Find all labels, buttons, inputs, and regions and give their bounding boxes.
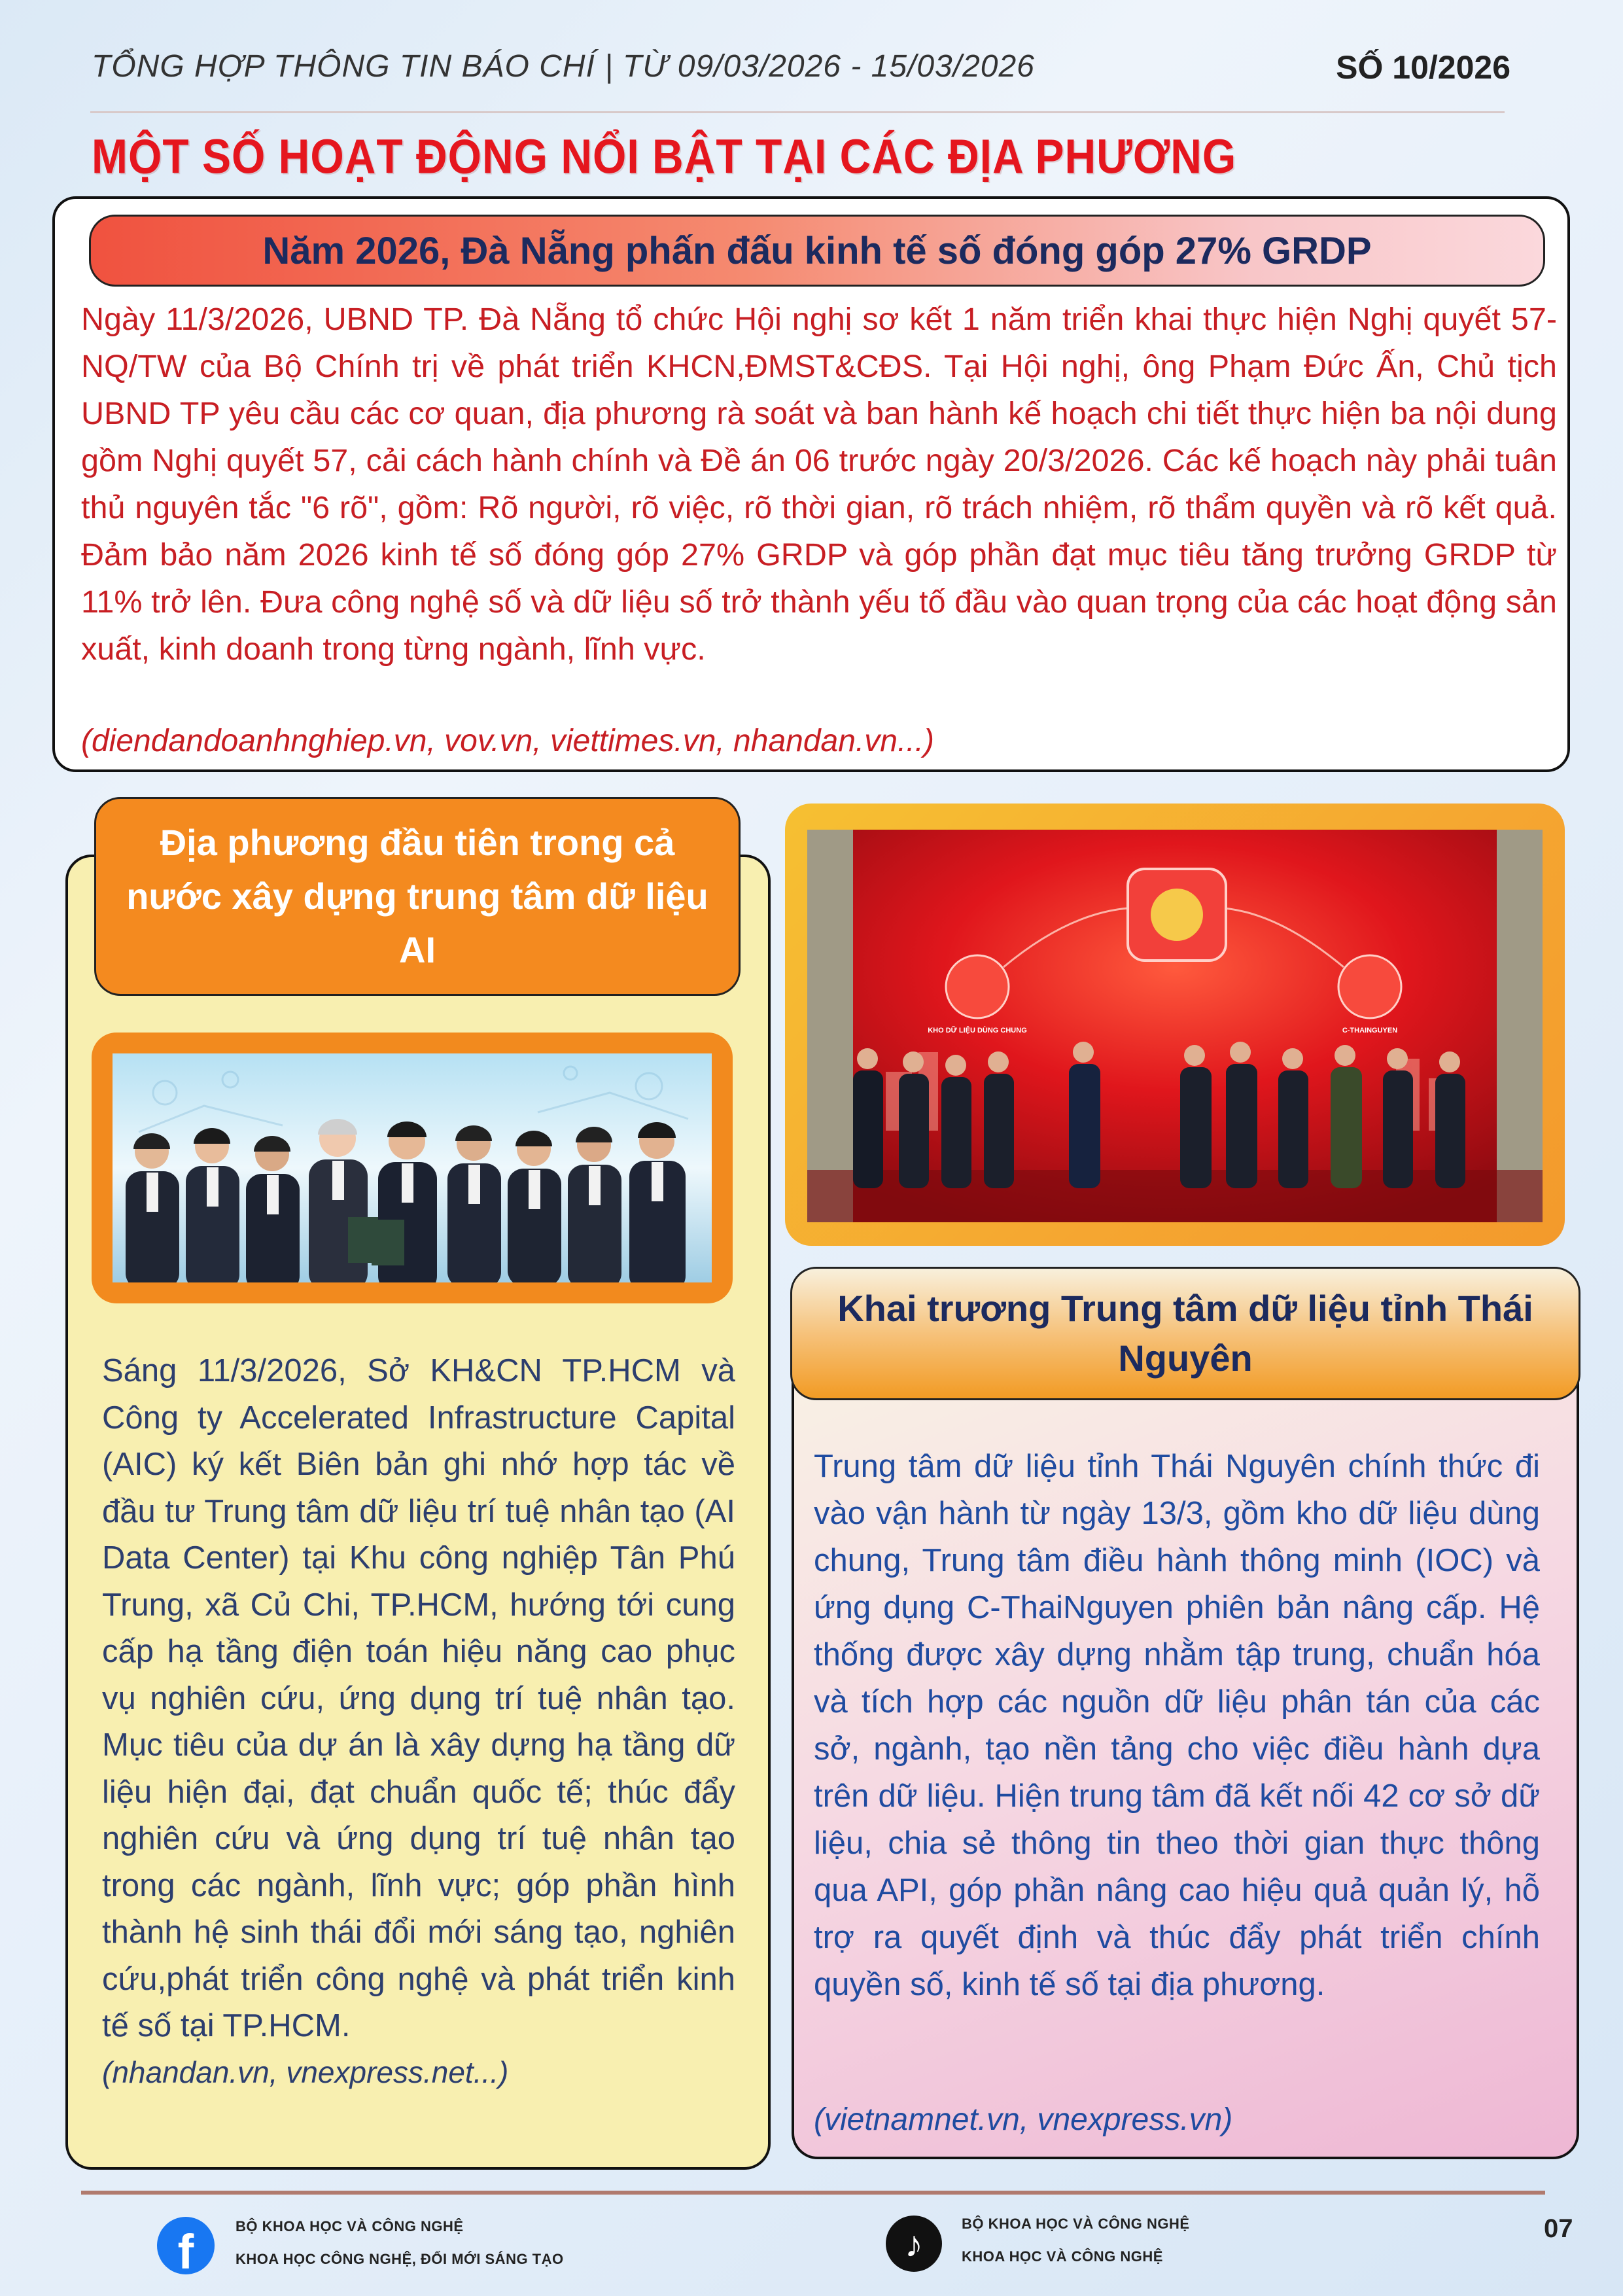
main-article-body: Ngày 11/3/2026, UBND TP. Đà Nẵng tổ chức Hội nghị sơ kết 1 năm triển khai thực hiện Nghị quyết 57-NQ/TW của Bộ Chính trị về phát triển KHCN,ĐMST&CĐS. Tại Hội nghị, ông Phạm Đức Ấn, Chủ tịch UBND TP yêu cầu các cơ quan, địa phương rà soát và ban hành kế hoạch chi tiết thực hiện ba nội dung gồm Nghị quyết 57, cải cách hành chính và Đề án 06 trước ngày 20/3/2026. Các kế hoạch này phải tuân thủ nguyên tắc "6 rõ", gồm: Rõ người, rõ việc, rõ thời gian, rõ trách nhiệm, rõ thẩm quyền và rõ kết quả. Đảm bảo năm 2026 kinh tế số đóng góp 27% GRDP và góp phần đạt mục tiêu tăng trưởng GRDP từ 11% trở lên. Đưa công nghệ số và dữ liệu số trở thành yếu tố đầu vào quan trọng của các hoạt động sản xuất, kinh doanh trong từng ngành, lĩnh vực. — [81, 302, 1557, 667]
signing-ceremony-illustration — [113, 1053, 712, 1282]
tiktok-icon[interactable]: ♪ — [886, 2216, 942, 2272]
main-article-title: Năm 2026, Đà Nẵng phấn đấu kinh tế số đóng góp 27% GRDP — [89, 215, 1545, 287]
issue-number: SỐ 10/2026 — [1336, 49, 1510, 86]
tiktok-page-name: BỘ KHOA HỌC VÀ CÔNG NGHỆ — [962, 2216, 1190, 2232]
signing-ceremony-photo — [113, 1053, 712, 1282]
right-article-source: (vietnamnet.vn, vnexpress.vn) — [814, 2102, 1233, 2137]
page-number: 07 — [1544, 2214, 1573, 2243]
footer-divider — [81, 2191, 1545, 2195]
right-article-body: Trung tâm dữ liệu tỉnh Thái Nguyên chính thức đi vào vận hành từ ngày 13/3, gồm kho dữ liệu dùng chung, Trung tâm điều hành thông minh (IOC) và ứng dụng C-ThaiNguyen phiên bản nâng cấp. Hệ thống được xây dựng nhằm tập trung, chuẩn hóa và tích hợp các nguồn dữ liệu phân tán của các sở, ngành, tạo nền tảng cho việc điều hành dựa trên dữ liệu. Hiện trung tâm đã kết nối 42 cơ sở dữ liệu, chia sẻ thông tin theo thời gian thực thông qua API, góp phần nâng cao hiệu quả quản lý, hỗ trợ ra quyết định và thúc đẩy phát triển chính quyền số, kinh tế số tại địa phương. — [814, 1449, 1540, 2002]
left-article-title: Địa phương đầu tiên trong cả nước xây dựng trung tâm dữ liệu AI — [94, 797, 741, 996]
right-article-title: Khai trương Trung tâm dữ liệu tỉnh Thái Nguyên — [790, 1267, 1580, 1400]
main-article-source: (diendandoanhnghiep.vn, vov.vn, viettimes.vn, nhandan.vn...) — [81, 724, 934, 758]
left-article-body: Sáng 11/3/2026, Sở KH&CN TP.HCM và Công ty Accelerated Infrastructure Capital (AIC) ký kết Biên bản ghi nhớ hợp tác về đầu tư Trung tâm dữ liệu trí tuệ nhân tạo (AI Data Center) tại Khu công nghiệp Tân Phú Trung, xã Củ Chi, TP.HCM, hướng tới cung cấp hạ tầng điện toán hiệu năng cao phục vụ nghiên cứu, ứng dụng trí tuệ nhân tạo. Mục tiêu của dự án là xây dựng hạ tầng dữ liệu hiện đại, đạt chuẩn quốc tế; thúc đẩy nghiên cứu và ứng dụng trí tuệ nhân tạo trong các ngành, lĩnh vực; góp phần hình thành hệ sinh thái đổi mới sáng tạo, nghiên cứu,phát triển công nghệ và phát triển kinh tế số tại TP.HCM. — [102, 1353, 735, 2043]
facebook-page-tagline: KHOA HỌC CÔNG NGHỆ, ĐỔI MỚI SÁNG TẠO — [236, 2251, 564, 2267]
launch-ceremony-illustration — [807, 830, 1543, 1222]
section-title: MỘT SỐ HOẠT ĐỘNG NỔI BẬT TẠI CÁC ĐỊA PHƯƠNG — [92, 129, 1237, 183]
facebook-page-name: BỘ KHOA HỌC VÀ CÔNG NGHỆ — [236, 2218, 464, 2234]
left-article-source: (nhandan.vn, vnexpress.net...) — [102, 2055, 509, 2089]
tiktok-page-tagline: KHOA HỌC VÀ CÔNG NGHỆ — [962, 2248, 1163, 2265]
header-title: TỔNG HỢP THÔNG TIN BÁO CHÍ | TỪ 09/03/2026 - 15/03/2026 — [92, 49, 1035, 84]
photo-label-shared-data: KHO DỮ LIỆU DÙNG CHUNG — [928, 1027, 1027, 1034]
header-divider — [90, 111, 1505, 113]
facebook-icon[interactable]: f — [157, 2217, 215, 2274]
photo-label-cthainguyen: C-THAINGUYEN — [1342, 1027, 1398, 1034]
launch-ceremony-photo — [807, 830, 1543, 1222]
